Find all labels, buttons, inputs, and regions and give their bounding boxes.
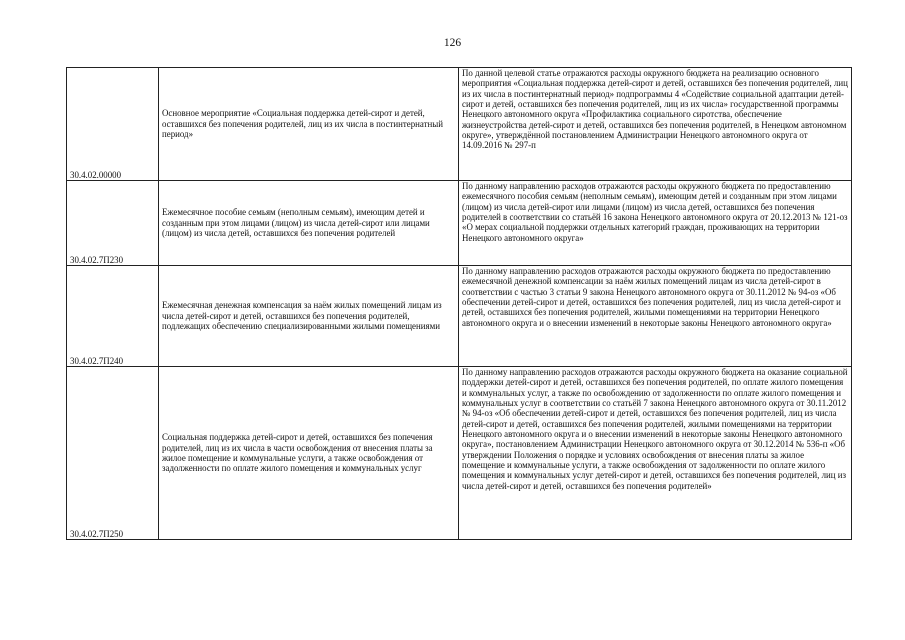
page-number: 126: [443, 37, 462, 49]
table-row: [67, 68, 852, 181]
table-row: [67, 181, 852, 266]
target-code: 30.4.02.00000: [67, 68, 159, 181]
budget-classification-table: [66, 67, 852, 540]
target-code: 30.4.02.7П250: [67, 367, 159, 540]
expense-name: Ежемесячное пособие семьям (неполным семьям), имеющим детей и созданным при этом лицами (лицом) из числа детей-сирот или лицами (лицом) из числа детей, оставшихся без попечения родителей: [159, 181, 459, 266]
expense-name: Ежемесячная денежная компенсация за наём жилых помещений лицам из числа детей-сирот и детей, оставшихся без попечения родителей, подлежащих обеспечению специализированными жилыми помещениями: [159, 266, 459, 367]
target-code: 30.4.02.7П240: [67, 266, 159, 367]
expense-name: Социальная поддержка детей-сирот и детей, оставшихся без попечения родителей, лиц из их числа в части освобождения от внесения платы за жилое помещение и коммунальные услуги, а также освобождения от задолженности по оплате жилого помещения и коммунальных услуг: [159, 367, 459, 540]
table-row: [67, 266, 852, 367]
expense-name: Основное мероприятие «Социальная поддержка детей-сирот и детей, оставшихся без попечения родителей, лиц из их числа в постинтернатный период»: [159, 68, 459, 181]
expense-description: По данной целевой статье отражаются расходы окружного бюджета на реализацию основного мероприятия «Социальная поддержка детей-сирот и детей, оставшихся без попечения родителей, лиц из их числа в постинтернатный период» подпрограммы 4 «Содействие социальной адаптации детей-сирот и детей, оставшихся без попечения родителей, лиц из их числа» государственной программы Ненецкого автономного округа «Профилактика социального сиротства, обеспечение жизнеустройства детей-сирот и детей, оставшихся без попечения родителей, в Ненецком автономном округе», утверждённой постановлением Администрации Ненецкого автономного округа от 14.09.2016 № 297-п: [459, 68, 852, 181]
expense-description: По данному направлению расходов отражаются расходы окружного бюджета на оказание социальной поддержки детей-сирот и детей, оставшихся без попечения родителей, по оплате жилого помещения и коммунальных услуг, а также по освобождению от задолженности по оплате жилого помещения и коммунальных услуг в соответствии со статьёй 7 закона Ненецкого автономного округа от 30.11.2012 № 94-оз «Об обеспечении детей-сирот и детей, оставшихся без попечения родителей, лиц из числа детей-сирот и детей, оставшихся без попечения родителей, жилыми помещениями на территории Ненецкого автономного округа и о внесении изменений в некоторые законы Ненецкого автономного округа», постановлением Администрации Ненецкого автономного округа от 30.12.2014 № 536-п «Об утверждении Положения о порядке и условиях освобождения от внесения платы за жилое помещение и коммунальные услуги, а также освобождения от задолженности по оплате жилого помещения и коммунальных услуг детей-сирот и детей, оставшихся без попечения родителей, лиц из числа детей-сирот и детей, оставшихся без попечения родителей»: [459, 367, 852, 540]
target-code: 30.4.02.7П230: [67, 181, 159, 266]
table-row: [67, 367, 852, 540]
expense-description: По данному направлению расходов отражаются расходы окружного бюджета по предоставлению ежемесячного пособия семьям (неполным семьям), имеющим детей и созданным при этом лицами (лицом) из числа детей-сирот или лицами (лицом) из числа детей, оставшихся без попечения родителей в соответствии со статьёй 16 закона Ненецкого автономного округа от 20.12.2013 № 121-оз «О мерах социальной поддержки отдельных категорий граждан, проживающих на территории Ненецкого автономного округа»: [459, 181, 852, 266]
expense-description: По данному направлению расходов отражаются расходы окружного бюджета по предоставлению ежемесячной денежной компенсации за наём жилых помещений лицам из числа детей-сирот в соответствии с частью 3 статьи 9 закона Ненецкого автономного округа от 30.11.2012 № 94-оз «Об обеспечении детей-сирот и детей, оставшихся без попечения родителей, лиц из числа детей-сирот и детей, оставшихся без попечения родителей, жилыми помещениями на территории Ненецкого автономного округа и о внесении изменений в некоторые законы Ненецкого автономного округа»: [459, 266, 852, 367]
